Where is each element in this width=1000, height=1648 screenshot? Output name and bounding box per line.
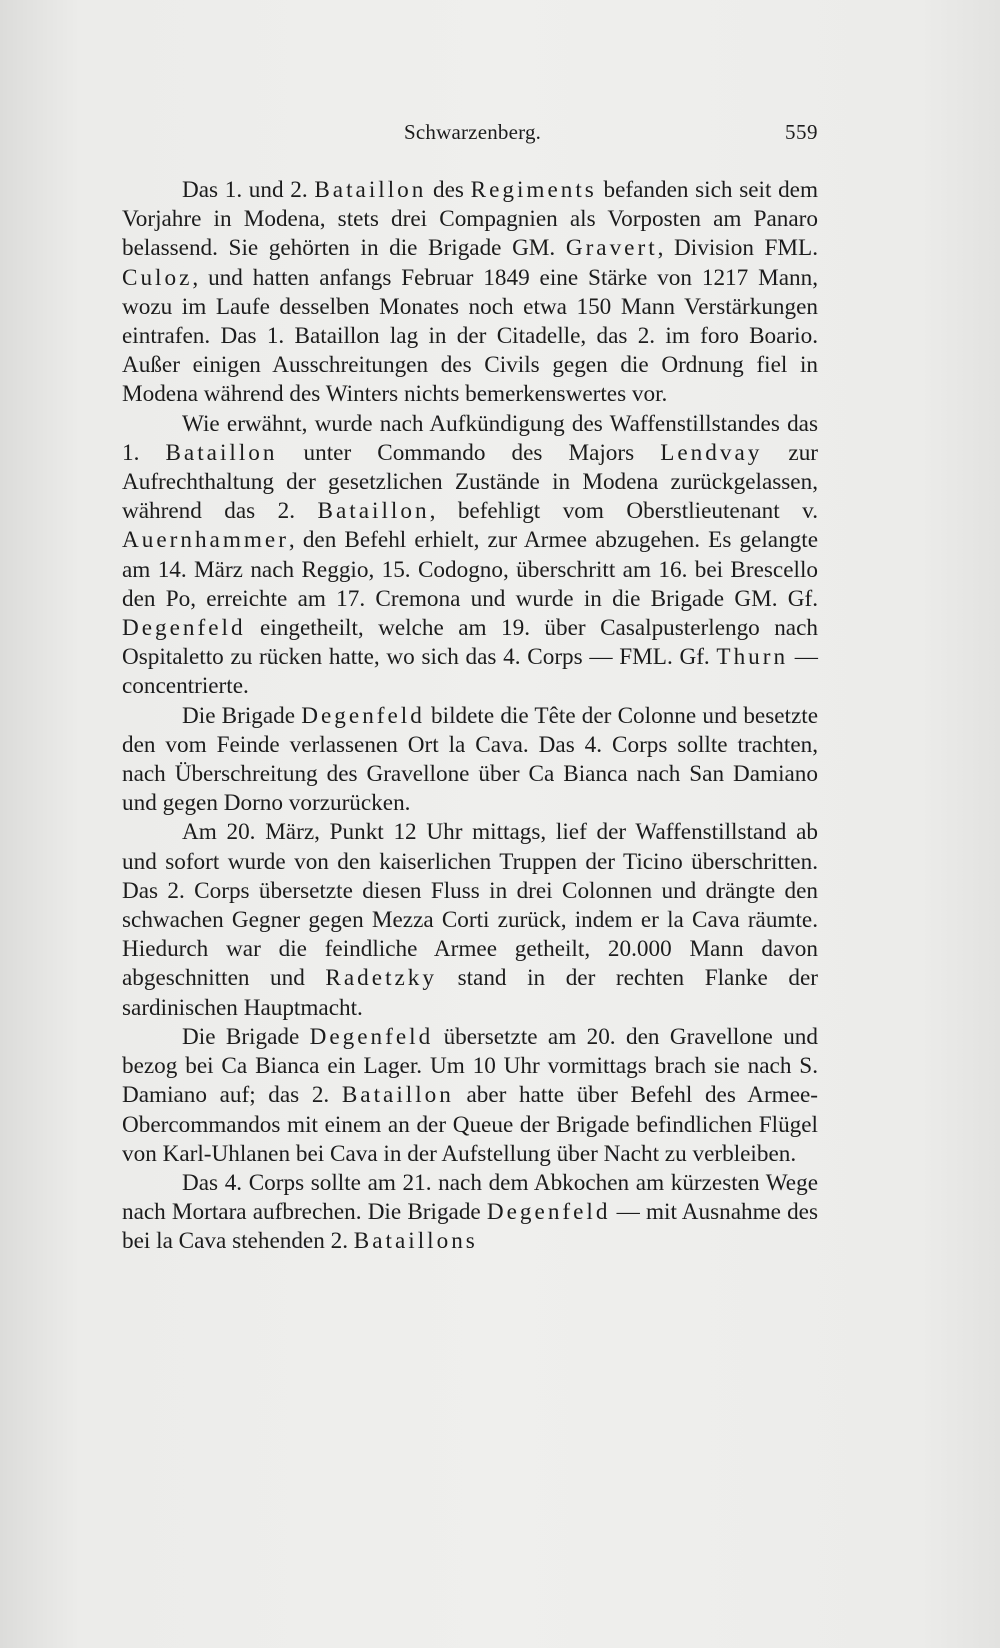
spaced-emphasis: Degenfeld bbox=[301, 702, 425, 729]
spaced-emphasis: Bataillon bbox=[341, 1082, 454, 1109]
text-run: bildete die Tête der Colonne und besetzte den vom Feinde verlassenen Ort la Cava. Das 4. Corps sollte trachten, nach Überschreitung des Gravellone über Ca Bianca nach San Damiano und gegen Dorno vorzurücken. bbox=[122, 702, 818, 817]
text-run: zur Aufrechthaltung der gesetzlichen Zustände in Modena zurückgelassen, während das 2. bbox=[122, 439, 819, 525]
running-title: Schwarzenberg. bbox=[404, 120, 542, 144]
spaced-emphasis: Auernhammer bbox=[122, 527, 289, 554]
spaced-emphasis: Culoz bbox=[122, 264, 193, 291]
text-run: , und hatten anfangs Februar 1849 eine Stärke von 1217 Mann, wozu im Laufe desselben Monates noch etwa 150 Mann Verstärkungen eintrafen. Das 1. Bataillon lag in der Citadelle, das 2. im foro Boario. Außer einigen Ausschreitungen des Civils gegen die Ordnung fiel in Modena während des Winters nichts bemerkenswertes vor. bbox=[122, 264, 818, 408]
text-run: stand in der rechten Flanke der sardinischen Hauptmacht. bbox=[122, 965, 818, 1021]
spaced-emphasis: Bataillons bbox=[353, 1228, 478, 1255]
spaced-emphasis: Gravert bbox=[565, 235, 658, 262]
spaced-emphasis: Degenfeld bbox=[486, 1199, 611, 1226]
spaced-emphasis: Bataillon bbox=[165, 439, 278, 466]
body-text bbox=[122, 176, 818, 1257]
text-run: , befehligt vom Oberstlieutenant v. bbox=[429, 498, 818, 525]
paragraph bbox=[122, 818, 818, 1022]
paragraph bbox=[122, 702, 818, 819]
text-run: , den Befehl erhielt, zur Armee abzugehen. Es gelangte am 14. März nach Reggio, 15. Codogno, überschritt am 16. bei Brescello den Po, erreichte am 17. Cremona und wurde in die Brigade GM. Gf. bbox=[122, 527, 818, 612]
text-run: befanden sich seit dem Vorjahre in Modena, stets drei Compagnien als Vorposten am Panaro belassend. Sie gehörten in die Brigade GM. bbox=[122, 177, 818, 262]
spaced-emphasis: Regiments bbox=[470, 177, 597, 203]
text-run: Wie erwähnt, wurde nach Aufkündigung des Waffenstillstandes das 1. bbox=[122, 410, 818, 466]
paragraph bbox=[122, 1169, 818, 1257]
page-number: 559 bbox=[785, 120, 818, 144]
page-header bbox=[122, 116, 818, 150]
text-run: übersetzte am 20. den Gravellone und bezog bei Ca Bianca ein Lager. Um 10 Uhr vormittags brach sie nach S. Damiano auf; das 2. bbox=[122, 1023, 818, 1109]
spaced-emphasis: Lendvay bbox=[660, 439, 763, 466]
text-run: Am 20. März, Punkt 12 Uhr mittags, lief der Waffenstillstand ab und sofort wurde von den kaiserlichen Truppen der Ticino überschritten. Das 2. Corps übersetzte diesen Fluss in drei Colonnen und drängte den schwachen Gegner gegen Mezza Corti zurück, indem er la Cava räumte. Hiedurch war die feindliche Armee getheilt, 20.000 Mann davon abgeschnitten und bbox=[122, 819, 818, 992]
paragraph bbox=[122, 410, 818, 702]
spaced-emphasis: Bataillon bbox=[317, 498, 430, 525]
text-run: , Division FML. bbox=[657, 235, 818, 262]
text-run: des bbox=[426, 177, 471, 203]
spaced-emphasis: Radetzky bbox=[325, 965, 437, 992]
text-run: Das 1. und 2. bbox=[182, 177, 315, 203]
paragraph bbox=[122, 176, 818, 410]
spaced-emphasis: Degenfeld bbox=[309, 1023, 434, 1050]
text-run: Das 4. Corps sollte am 21. nach dem Abkochen am kürzesten Wege nach Mortara aufbrechen. Die Brigade bbox=[122, 1169, 818, 1226]
text-run: aber hatte über Befehl des Armee-Obercommandos mit einem an der Queue der Brigade befindlichen Flügel von Karl-Uhlanen bei Cava in der Aufstellung über Nacht zu verbleiben. bbox=[122, 1082, 819, 1167]
text-run: Die Brigade bbox=[182, 1023, 310, 1050]
text-run: eingetheilt, welche am 19. über Casalpusterlengo nach Ospitaletto zu rücken hatte, wo sich das 4. Corps — FML. Gf. bbox=[122, 615, 818, 671]
paragraph bbox=[122, 1023, 818, 1169]
spaced-emphasis: Bataillon bbox=[314, 177, 427, 203]
spaced-emphasis: Thurn bbox=[716, 644, 789, 671]
text-run: — mit Ausnahme des bei la Cava stehenden 2. bbox=[122, 1199, 818, 1255]
spaced-emphasis: Degenfeld bbox=[122, 615, 246, 642]
text-run: unter Commando des Majors bbox=[277, 439, 661, 466]
text-run: Die Brigade bbox=[182, 702, 302, 729]
text-run: — concentrierte. bbox=[122, 644, 818, 700]
